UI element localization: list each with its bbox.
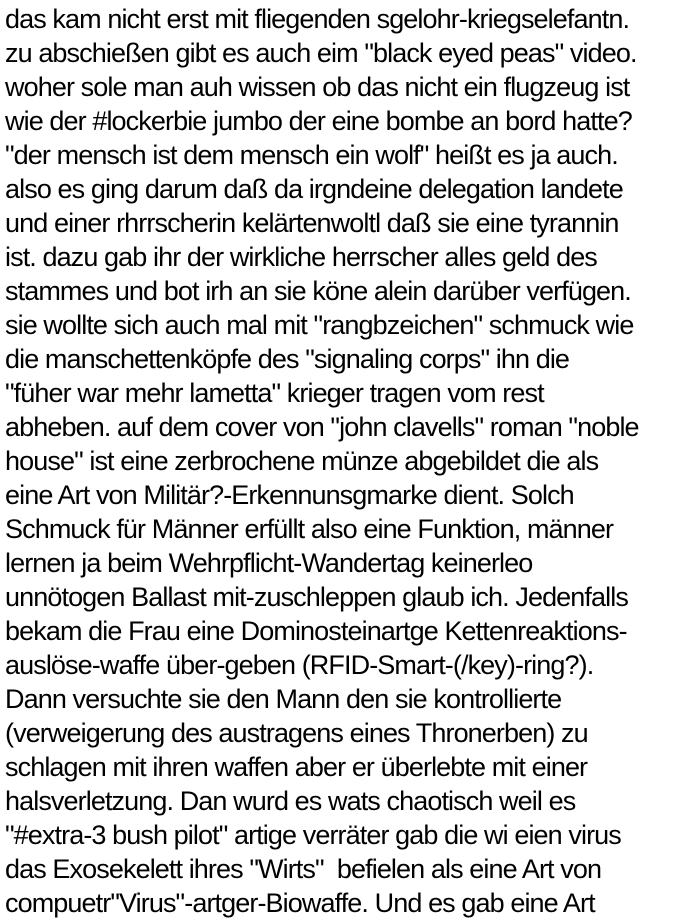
text-line: "der mensch ist dem mensch ein wolf" heißt es ja auch. bbox=[5, 140, 618, 170]
text-line: unnötogen Ballast mit-zuschleppen glaub ich. Jedenfalls bbox=[5, 582, 628, 612]
text-line: und einer rhrrscherin kelärtenwoltl daß sie eine tyrannin bbox=[5, 208, 619, 238]
text-line: zu abschießen gibt es auch eim "black eyed peas" video. bbox=[5, 38, 637, 68]
text-line: Schmuck für Männer erfüllt also eine Funktion, männer bbox=[5, 514, 614, 544]
text-line: die manschettenköpfe des "signaling corps" ihn die bbox=[5, 344, 570, 374]
text-line: stammes und bot irh an sie köne alein darüber verfügen. bbox=[5, 276, 631, 306]
text-line: abheben. auf dem cover von "john clavells" roman "noble bbox=[5, 412, 639, 442]
text-line: das Exosekelett ihres "Wirts" befielen als eine Art von bbox=[5, 854, 602, 884]
text-line: "#extra-3 bush pilot" artige verräter gab die wi eien virus bbox=[5, 820, 621, 850]
text-line: sie wollte sich auch mal mit "rangbzeichen" schmuck wie bbox=[5, 310, 634, 340]
text-line: compuetr"Virus"-artger-Biowaffe. Und es gab eine Art bbox=[5, 888, 595, 918]
text-line: bekam die Frau eine Dominosteinartge Kettenreaktions- bbox=[5, 616, 627, 646]
text-line: (verweigerung des austragens eines Thronerben) zu bbox=[5, 718, 588, 748]
text-line: Dann versuchte sie den Mann den sie kontrollierte bbox=[5, 684, 562, 714]
text-line: lernen ja beim Wehrpflicht-Wandertag keinerleo bbox=[5, 548, 533, 578]
text-line: also es ging darum daß da irgndeine delegation landete bbox=[5, 174, 623, 204]
text-line: das kam nicht erst mit fliegenden sgelohr-kriegselefantn. bbox=[5, 4, 630, 34]
text-line: house" ist eine zerbrochene münze abgebildet die als bbox=[5, 446, 599, 476]
text-line: halsverletzung. Dan wurd es wats chaotisch weil es bbox=[5, 786, 576, 816]
text-line: ist. dazu gab ihr der wirkliche herrscher alles geld des bbox=[5, 242, 597, 272]
text-line: eine Art von Militär?-Erkennunsgmarke dient. Solch bbox=[5, 480, 574, 510]
text-line: woher sole man auh wissen ob das nicht ein flugzeug ist bbox=[5, 72, 630, 102]
text-line: schlagen mit ihren waffen aber er überlebte mit einer bbox=[5, 752, 588, 782]
text-line: auslöse-waffe über-geben (RFID-Smart-(/key)-ring?). bbox=[5, 650, 594, 680]
text-line: "füher war mehr lametta" krieger tragen vom rest bbox=[5, 378, 544, 408]
text-line: wie der #lockerbie jumbo der eine bombe an bord hatte? bbox=[5, 106, 632, 136]
